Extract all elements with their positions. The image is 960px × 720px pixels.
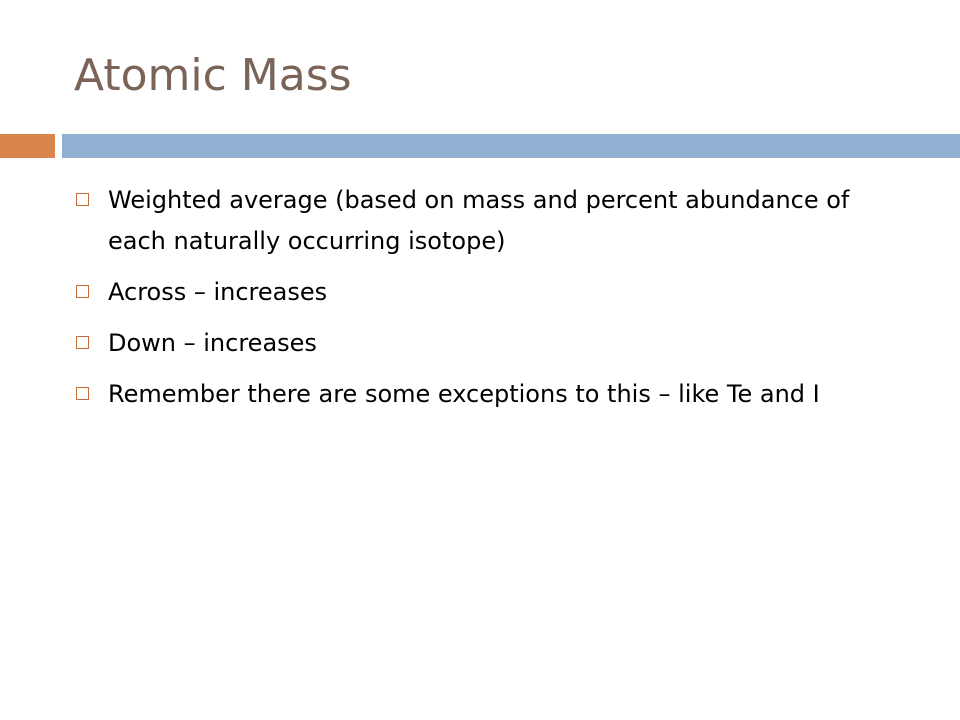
slide-title: Atomic Mass — [74, 50, 352, 101]
bullet-list — [74, 180, 874, 425]
bullet-item — [74, 323, 874, 364]
title-rule-bar — [62, 134, 960, 158]
title-accent-bar — [0, 134, 55, 158]
square-bullet-icon — [76, 285, 89, 298]
square-bullet-icon — [76, 336, 89, 349]
bullet-text: Down – increases — [108, 329, 317, 357]
bullet-item — [74, 272, 874, 313]
bullet-text: Weighted average (based on mass and percent abundance of each naturally occurring isotope) — [108, 186, 850, 255]
bullet-item — [74, 180, 874, 262]
square-bullet-icon — [76, 387, 89, 400]
bullet-text: Remember there are some exceptions to this – like Te and I — [108, 380, 820, 408]
bullet-text: Across – increases — [108, 278, 328, 306]
bullet-item — [74, 374, 874, 415]
square-bullet-icon — [76, 193, 89, 206]
